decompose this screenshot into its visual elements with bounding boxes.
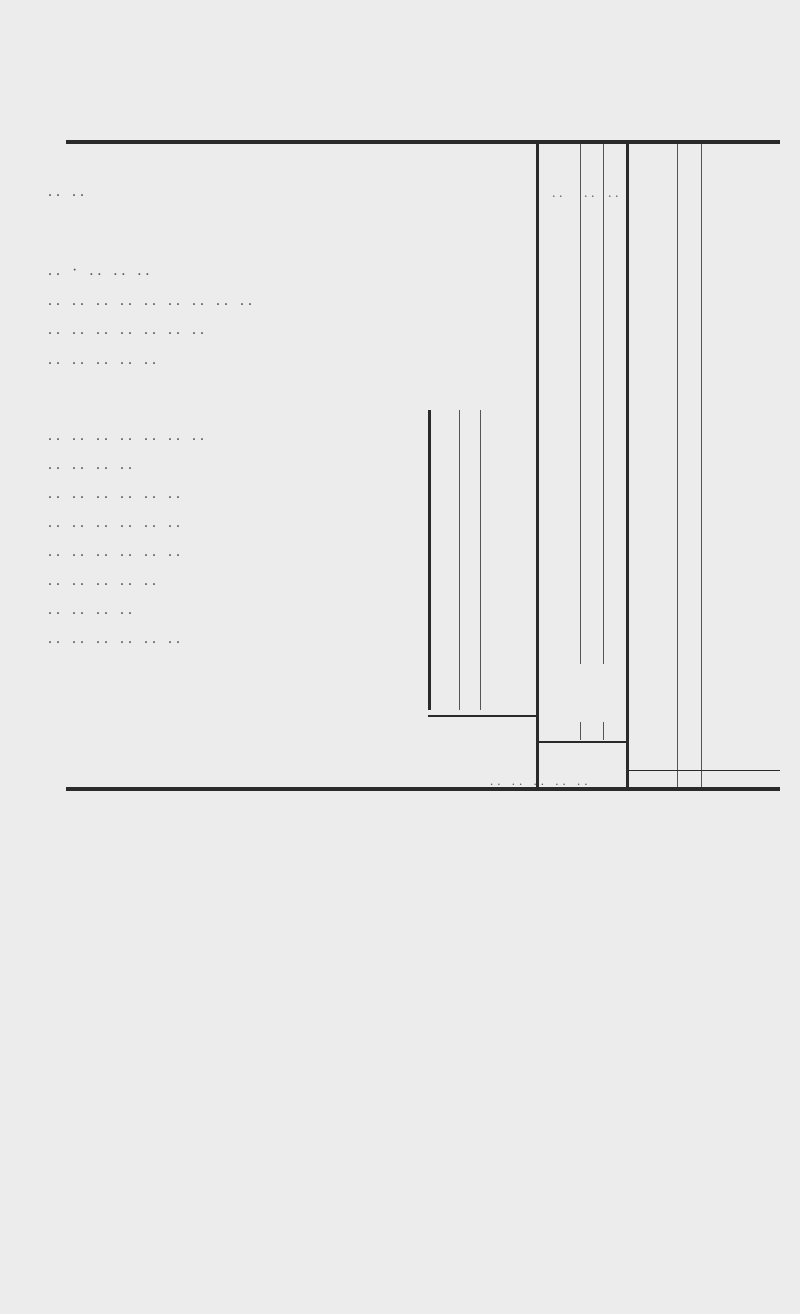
sums-row-label: .. .. .. .. .. [48, 351, 160, 368]
inner-col-divider [428, 410, 431, 665]
col-divider [603, 722, 604, 740]
total-exp-rule [628, 770, 780, 771]
sums-row-label: .. .. .. .. .. .. .. [48, 321, 208, 338]
table-top-rule [66, 140, 780, 144]
inner-col-divider [459, 665, 460, 710]
other-row-label: .. .. .. .. [48, 456, 136, 473]
col-divider [677, 144, 678, 787]
other-row-label: .. .. .. .. .. .. [48, 630, 184, 647]
col-divider-main [626, 144, 629, 787]
other-row-label: .. .. .. .. .. .. [48, 543, 184, 560]
col-divider [701, 144, 702, 787]
other-row-label: .. .. .. .. [48, 601, 136, 618]
inner-col-divider [480, 665, 481, 710]
other-row-label: .. .. .. .. .. .. [48, 514, 184, 531]
col-divider [580, 722, 581, 740]
other-row-label: .. .. .. .. .. .. [48, 485, 184, 502]
col-divider [603, 144, 604, 664]
inner-col-divider [428, 665, 431, 710]
inner-col-divider [480, 410, 481, 665]
sums-row-label: .. · .. .. .. [48, 262, 154, 279]
leader-dots: .. .. .. .. .. [490, 773, 592, 788]
inner-col-divider [459, 410, 460, 665]
col-divider-main [536, 144, 539, 787]
other-row-label: .. .. .. .. .. [48, 572, 160, 589]
table-bottom-rule [66, 787, 780, 791]
other-row-label: .. .. .. .. .. .. .. [48, 427, 208, 444]
col-divider [580, 144, 581, 664]
other-total-rule [428, 715, 536, 717]
sums-total-rule [536, 741, 628, 743]
opening-stock-label: .. .. [48, 183, 88, 200]
sums-row-label: .. .. .. .. .. .. .. .. .. [48, 292, 256, 309]
